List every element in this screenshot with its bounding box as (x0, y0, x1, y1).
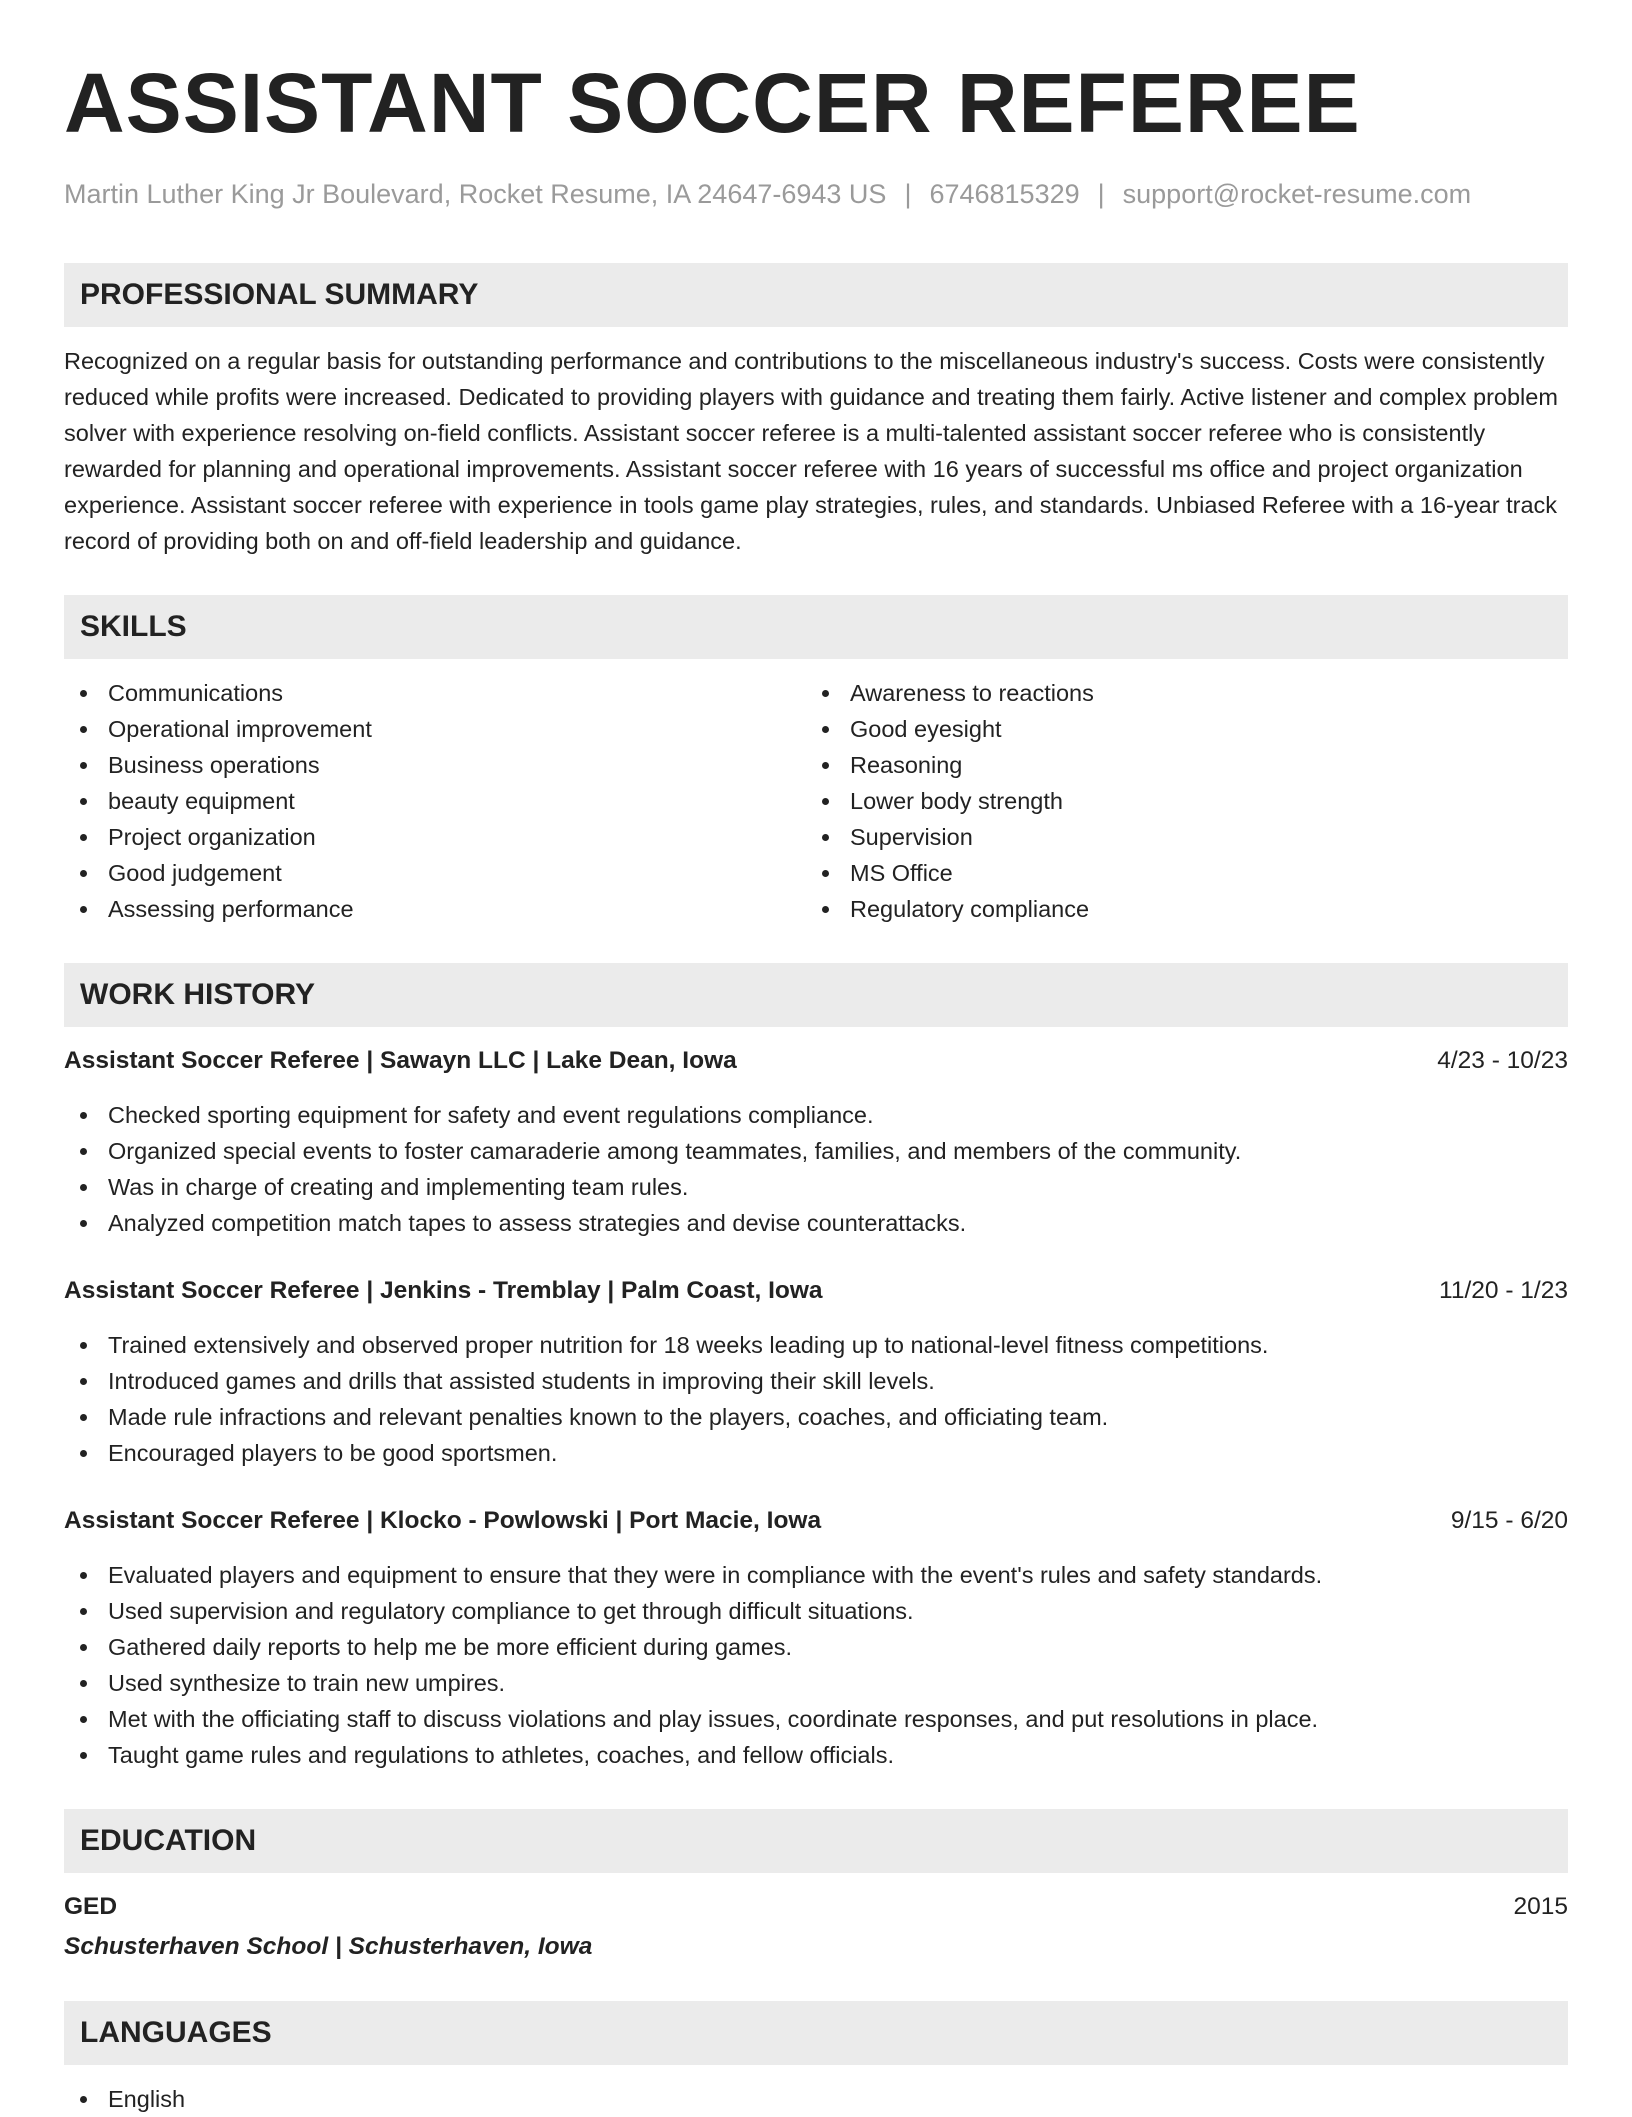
job-bullet: Organized special events to foster camaraderie among teammates, families, and members of the community. (64, 1133, 1568, 1169)
education-school: Schusterhaven School | Schusterhaven, Iowa (64, 1933, 593, 1960)
job-header (64, 1273, 1568, 1309)
skills-column-left (64, 675, 806, 927)
section-heading-languages: LANGUAGES (64, 2001, 1568, 2065)
skills-list (64, 675, 1568, 927)
job-title: Assistant Soccer Referee | Jenkins - Tremblay | Palm Coast, Iowa (64, 1277, 823, 1304)
skill-item: Business operations (64, 747, 806, 783)
job-bullet: Gathered daily reports to help me be more efficient during games. (64, 1629, 1568, 1665)
job-bullet: Met with the officiating staff to discuss violations and play issues, coordinate responses, and put resolutions in place. (64, 1701, 1568, 1737)
skills-column-right (806, 675, 1548, 927)
contact-address: Martin Luther King Jr Boulevard, Rocket Resume, IA 24647-6943 US (64, 179, 887, 209)
job-bullet: Made rule infractions and relevant penalties known to the players, coaches, and officiating team. (64, 1399, 1568, 1435)
language-item: English (64, 2081, 1568, 2117)
contact-phone: 6746815329 (929, 179, 1080, 209)
section-heading-education: EDUCATION (64, 1809, 1568, 1873)
job-header (64, 1043, 1568, 1079)
skill-item: Project organization (64, 819, 806, 855)
job-bullets (64, 1327, 1568, 1471)
skill-item: beauty equipment (64, 783, 806, 819)
contact-line (64, 176, 1568, 212)
job-bullets (64, 1557, 1568, 1773)
job-bullet: Introduced games and drills that assisted students in improving their skill levels. (64, 1363, 1568, 1399)
summary-text: Recognized on a regular basis for outstanding performance and contributions to the miscellaneous industry's success. Costs were consistently reduced while profits were increased. Dedicated to providing players with guidance and treating them fairly. Active listener and complex problem solver with experience resolving on-field conflicts. Assistant soccer referee is a multi-talented assistant soccer referee who is consistently rewarded for planning and operational improvements. Assistant soccer referee with 16 years of successful ms office and project organization experience. Assistant soccer referee with experience in tools game play strategies, rules, and standards. Unbiased Referee with a 16-year track record of providing both on and off-field leadership and guidance. (64, 348, 1558, 554)
job-dates: 4/23 - 10/23 (1437, 1047, 1568, 1074)
job-bullet: Taught game rules and regulations to athletes, coaches, and fellow officials. (64, 1737, 1568, 1773)
skill-item: Supervision (806, 819, 1548, 855)
section-heading-work-history: WORK HISTORY (64, 963, 1568, 1027)
resume-page (64, 58, 1568, 2117)
contact-separator: | (1097, 179, 1105, 209)
job-bullet: Encouraged players to be good sportsmen. (64, 1435, 1568, 1471)
education-degree: GED (64, 1893, 118, 1920)
education-year: 2015 (1513, 1893, 1568, 1920)
job-entry (64, 1273, 1568, 1471)
job-title: Assistant Soccer Referee | Klocko - Powlowski | Port Macie, Iowa (64, 1507, 822, 1534)
section-heading-skills: SKILLS (64, 595, 1568, 659)
job-title: Assistant Soccer Referee | Sawayn LLC | Lake Dean, Iowa (64, 1047, 737, 1074)
skill-item: Regulatory compliance (806, 891, 1548, 927)
skill-item: Reasoning (806, 747, 1548, 783)
resume-title: ASSISTANT SOCCER REFEREE (64, 56, 1361, 150)
job-bullet: Analyzed competition match tapes to assess strategies and devise counterattacks. (64, 1205, 1568, 1241)
job-header (64, 1503, 1568, 1539)
skill-item: Lower body strength (806, 783, 1548, 819)
job-bullet: Used supervision and regulatory compliance to get through difficult situations. (64, 1593, 1568, 1629)
skill-item: Awareness to reactions (806, 675, 1548, 711)
job-entry (64, 1503, 1568, 1773)
job-bullet: Trained extensively and observed proper nutrition for 18 weeks leading up to national-level fitness competitions. (64, 1327, 1568, 1363)
job-bullet: Checked sporting equipment for safety and event regulations compliance. (64, 1097, 1568, 1133)
section-heading-summary: PROFESSIONAL SUMMARY (64, 263, 1568, 327)
job-bullet: Used synthesize to train new umpires. (64, 1665, 1568, 1701)
skill-item: Good judgement (64, 855, 806, 891)
education-header (64, 1889, 1568, 1925)
job-bullet: Evaluated players and equipment to ensure that they were in compliance with the event's rules and safety standards. (64, 1557, 1568, 1593)
job-entry (64, 1043, 1568, 1241)
job-bullet: Was in charge of creating and implementing team rules. (64, 1169, 1568, 1205)
skill-item: Good eyesight (806, 711, 1548, 747)
contact-separator: | (904, 179, 912, 209)
job-dates: 9/15 - 6/20 (1450, 1507, 1568, 1534)
skill-item: Assessing performance (64, 891, 806, 927)
education-entry (64, 1889, 1568, 1965)
skill-item: MS Office (806, 855, 1548, 891)
job-bullets (64, 1097, 1568, 1241)
skill-item: Operational improvement (64, 711, 806, 747)
job-dates: 11/20 - 1/23 (1439, 1277, 1568, 1304)
skill-item: Communications (64, 675, 806, 711)
contact-email: support@rocket-resume.com (1122, 179, 1472, 209)
